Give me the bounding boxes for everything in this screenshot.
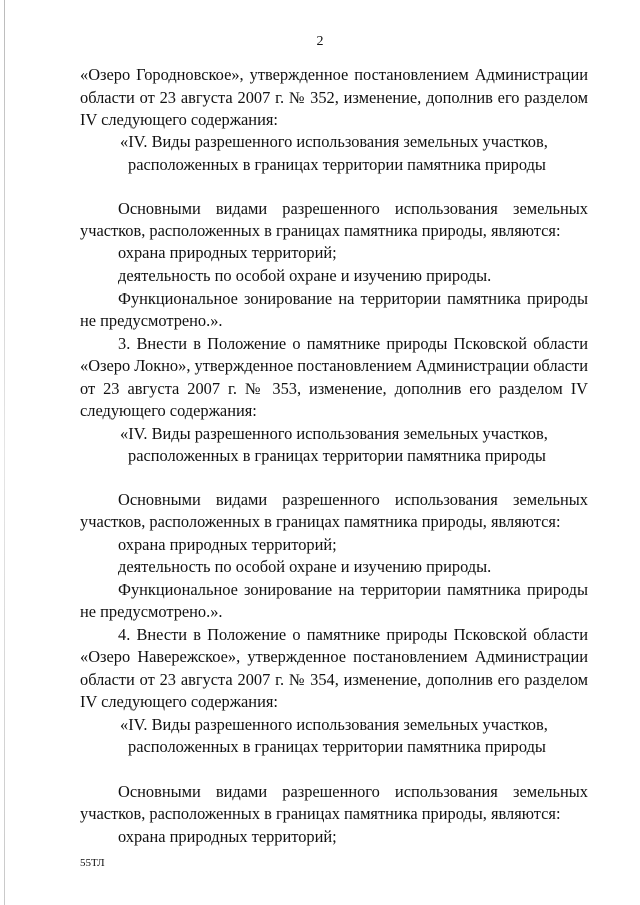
text-line: IV следующего содержания: <box>80 692 278 711</box>
text-line: участков, расположенных в границах памятника природы, являются: <box>80 804 561 823</box>
text-line: «Озеро Навережское», утвержденное постановлением Администрации <box>80 647 588 666</box>
document-code: 55ТЛ <box>80 857 105 869</box>
text-line: «Озеро Локно», утвержденное постановлением Администрации области <box>80 356 588 375</box>
text-line: Функциональное зонирование на территории памятника природы <box>118 289 588 308</box>
section-heading-line: «IV. Виды разрешенного использования земельных участков, <box>120 424 548 443</box>
section-heading-line: расположенных в границах территории памятника природы <box>128 155 546 174</box>
text-line: охрана природных территорий; <box>118 827 337 846</box>
section-heading-line: расположенных в границах территории памятника природы <box>128 737 546 756</box>
text-line: участков, расположенных в границах памятника природы, являются: <box>80 221 561 240</box>
section-heading-line: расположенных в границах территории памятника природы <box>128 446 546 465</box>
section-heading-line: «IV. Виды разрешенного использования земельных участков, <box>120 132 548 151</box>
text-line: не предусмотрено.». <box>80 311 223 330</box>
text-line: Основными видами разрешенного использования земельных <box>118 782 588 801</box>
text-line: охрана природных территорий; <box>118 243 337 262</box>
text-line: деятельность по особой охране и изучению природы. <box>118 557 492 576</box>
text-line: Функциональное зонирование на территории памятника природы <box>118 580 588 599</box>
text-line: Основными видами разрешенного использования земельных <box>118 490 588 509</box>
text-line: области от 23 августа 2007 г. № 354, изменение, дополнив его разделом <box>80 670 588 689</box>
text-line: деятельность по особой охране и изучению природы. <box>118 266 492 285</box>
section-heading-line: «IV. Виды разрешенного использования земельных участков, <box>120 715 548 734</box>
text-line: охрана природных территорий; <box>118 535 337 554</box>
text-line: IV следующего содержания: <box>80 110 278 129</box>
text-line: участков, расположенных в границах памятника природы, являются: <box>80 512 561 531</box>
text-line: Основными видами разрешенного использования земельных <box>118 199 588 218</box>
text-line: не предусмотрено.». <box>80 602 223 621</box>
text-line: 4. Внести в Положение о памятнике природы Псковской области <box>118 625 588 644</box>
text-line: 3. Внести в Положение о памятнике природы Псковской области <box>118 334 588 353</box>
text-line: от 23 августа 2007 г. № 353, изменение, дополнив его разделом IV <box>80 379 588 398</box>
scan-page-edge <box>4 0 5 905</box>
text-line: «Озеро Городновское», утвержденное постановлением Администрации <box>80 65 588 84</box>
text-line: области от 23 августа 2007 г. № 352, изменение, дополнив его разделом <box>80 88 588 107</box>
page-number: 2 <box>316 34 324 49</box>
text-line: следующего содержания: <box>80 401 257 420</box>
